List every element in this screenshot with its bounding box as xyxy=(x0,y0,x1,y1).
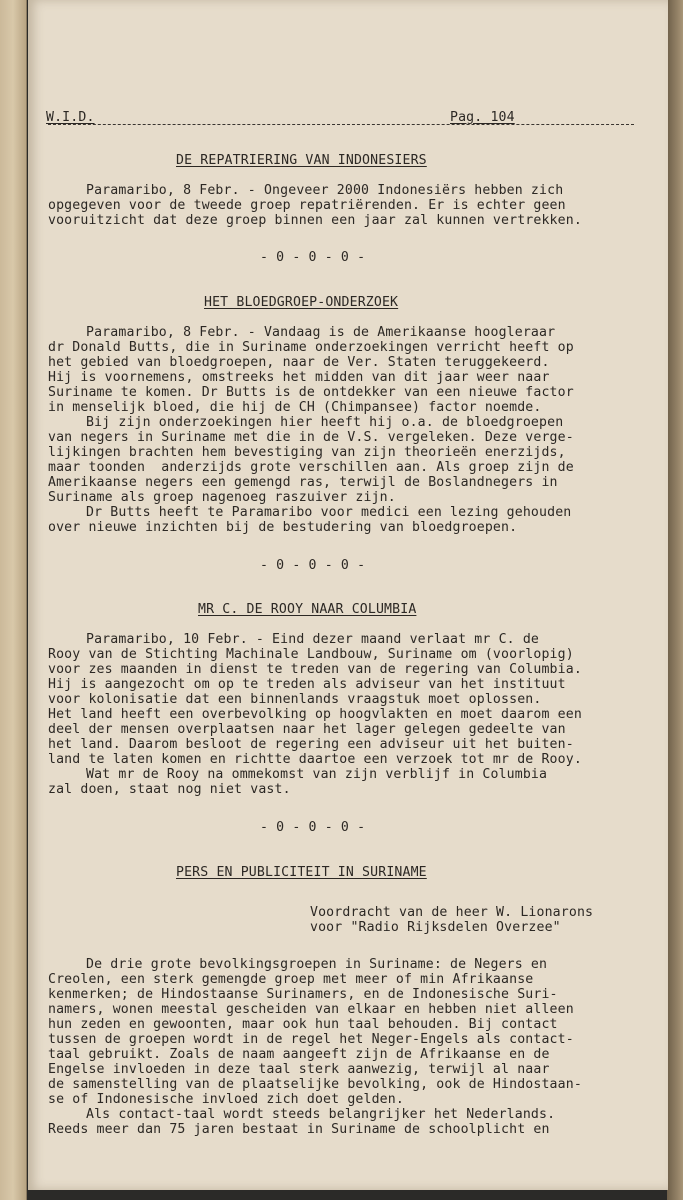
text-line: voor kolonisatie dat een binnenlands vraagstuk moet oplossen. xyxy=(48,692,542,707)
text-line: De drie grote bevolkingsgroepen in Suriname: de Negers en xyxy=(86,957,548,972)
text-line: het land. Daarom besloot de regering een adviseur uit het buiten- xyxy=(48,737,574,752)
section-title: DE REPATRIERING VAN INDONESIERS xyxy=(176,153,427,168)
text-line: Paramaribo, 10 Febr. - Eind dezer maand verlaat mr C. de xyxy=(86,632,540,647)
text-line: maar toonden anderzijds grote verschillen aan. Als groep zijn de xyxy=(48,460,574,475)
byline-line: voor "Radio Rijksdelen Overzee" xyxy=(310,920,561,935)
text-line: kenmerken; de Hindostaanse Surinamers, en de Indonesische Suri- xyxy=(48,987,558,1002)
text-line: namers, wonen meestal gescheiden van elkaar en hebben niet alleen xyxy=(48,1002,574,1017)
text-line: Reeds meer dan 75 jaren bestaat in Suriname de schoolplicht en xyxy=(48,1122,550,1137)
text-line: het gebied van bloedgroepen, naar de Ver. Staten teruggekeerd. xyxy=(48,355,550,370)
text-line: taal gebruikt. Zoals de naam aangeeft zijn de Afrikaanse en de xyxy=(48,1047,550,1062)
text-line: tussen de groepen wordt in de regel het Neger-Engels als contact- xyxy=(48,1032,574,1047)
text-line: Paramaribo, 8 Febr. - Ongeveer 2000 Indonesiërs hebben zich xyxy=(86,183,564,198)
section-title: PERS EN PUBLICITEIT IN SURINAME xyxy=(176,865,427,880)
text-line: Creolen, een sterk gemengde groep met meer of min Afrikaanse xyxy=(48,972,534,987)
text-line: lijkingen brachten hem bevestiging van zijn theorieën enerzijds, xyxy=(48,445,566,460)
separator: - 0 - 0 - 0 - xyxy=(260,558,366,573)
text-line: in menselijk bloed, die hij de CH (Chimpansee) factor noemde. xyxy=(48,400,542,415)
header-rule xyxy=(48,124,634,125)
text-line: Wat mr de Rooy na ommekomst van zijn verblijf in Columbia xyxy=(86,767,548,782)
text-line: Suriname te komen. Dr Butts is de ontdekker van een nieuwe factor xyxy=(48,385,574,400)
text-line: deel der mensen overplaatsen naar het lager gelegen gedeelte van xyxy=(48,722,566,737)
text-line: dr Donald Butts, die in Suriname onderzoekingen verricht heeft op xyxy=(48,340,574,355)
separator: - 0 - 0 - 0 - xyxy=(260,820,366,835)
text-line: de samenstelling van de plaatselijke bevolking, ook de Hindostaan- xyxy=(48,1077,582,1092)
text-line: Amerikaanse negers een gemengd ras, terwijl de Boslandnegers in xyxy=(48,475,558,490)
text-line: van negers in Suriname met die in de V.S. vergeleken. Deze verge- xyxy=(48,430,574,445)
text-line: opgegeven voor de tweede groep repatriërenden. Er is echter geen xyxy=(48,198,566,213)
text-line: Het land heeft een overbevolking op hoogvlakten en moet daarom een xyxy=(48,707,582,722)
text-line: Hij is voornemens, omstreeks het midden van dit jaar weer naar xyxy=(48,370,550,385)
document-page xyxy=(28,0,668,1190)
section-title: MR C. DE ROOY NAAR COLUMBIA xyxy=(198,602,417,617)
text-line: hun zeden en gewoonten, maar ook hun taal behouden. Bij contact xyxy=(48,1017,558,1032)
page-number: Pag. 104 xyxy=(450,110,515,125)
text-line: Hij is aangezocht om op te treden als adviseur van het instituut xyxy=(48,677,566,692)
text-line: zal doen, staat nog niet vast. xyxy=(48,782,291,797)
separator: - 0 - 0 - 0 - xyxy=(260,250,366,265)
binder-edge-left xyxy=(0,0,27,1200)
text-line: Paramaribo, 8 Febr. - Vandaag is de Amerikaanse hoogleraar xyxy=(86,325,556,340)
header-left: W.I.D. xyxy=(46,110,95,125)
text-line: Suriname als groep nagenoeg raszuiver zijn. xyxy=(48,490,396,505)
text-line: Rooy van de Stichting Machinale Landbouw, Suriname om (voorlopig) xyxy=(48,647,574,662)
text-line: se of Indonesische invloed zich doet gelden. xyxy=(48,1092,404,1107)
byline-line: Voordracht van de heer W. Lionarons xyxy=(310,905,594,920)
text-line: vooruitzicht dat deze groep binnen een jaar zal kunnen vertrekken. xyxy=(48,213,582,228)
text-line: land te laten komen en richtte daartoe een verzoek tot mr de Rooy. xyxy=(48,752,582,767)
text-line: over nieuwe inzichten bij de bestudering van bloedgroepen. xyxy=(48,520,518,535)
text-line: Dr Butts heeft te Paramaribo voor medici een lezing gehouden xyxy=(86,505,572,520)
text-line: Als contact-taal wordt steeds belangrijker het Nederlands. xyxy=(86,1107,556,1122)
text-line: Engelse invloeden in deze taal sterk aanwezig, terwijl al naar xyxy=(48,1062,550,1077)
binder-edge-right xyxy=(667,0,683,1200)
text-line: voor zes maanden in dienst te treden van de regering van Columbia. xyxy=(48,662,582,677)
text-line: Bij zijn onderzoekingen hier heeft hij o.a. de bloedgroepen xyxy=(86,415,564,430)
section-title: HET BLOEDGROEP-ONDERZOEK xyxy=(204,295,399,310)
